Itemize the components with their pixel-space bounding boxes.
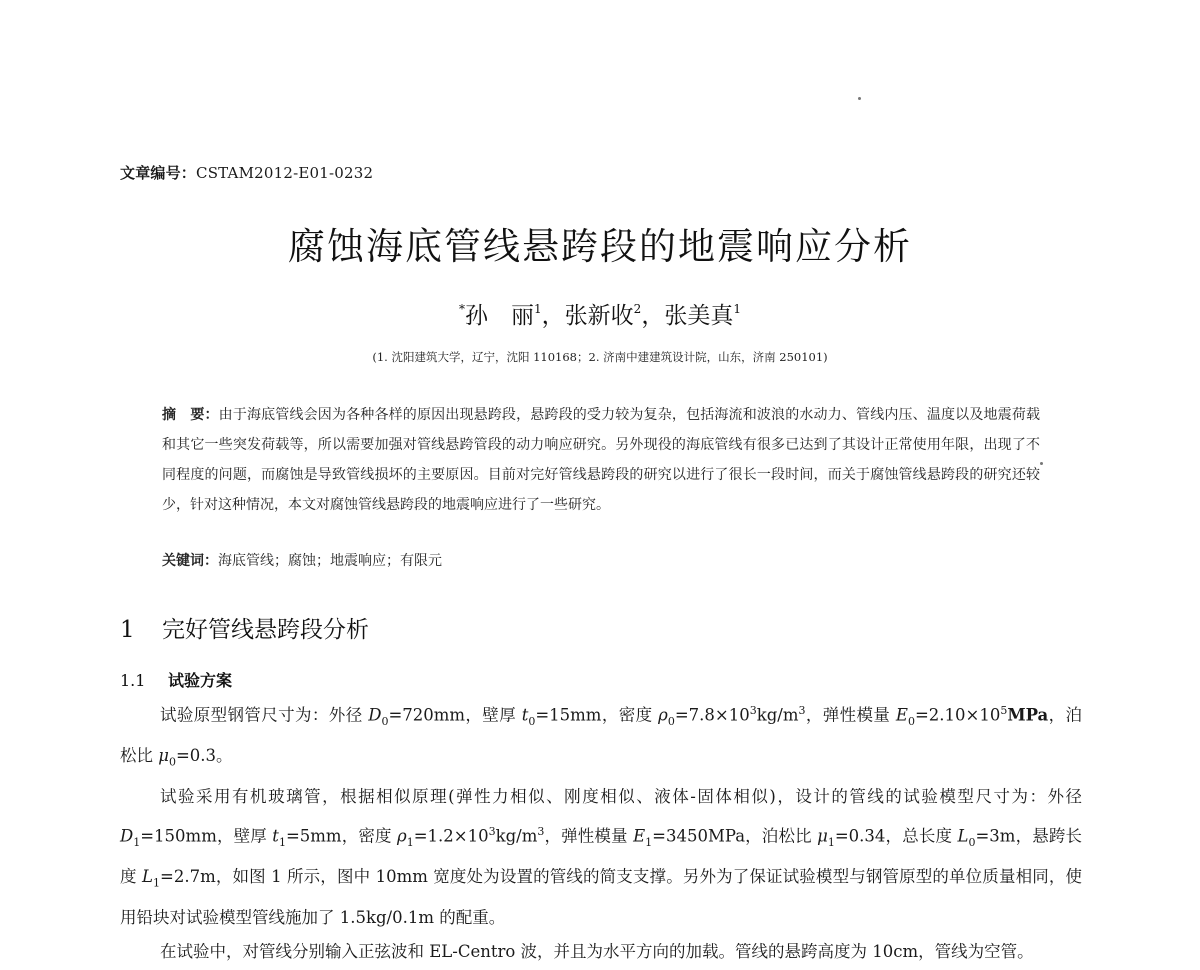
superscript: 3 xyxy=(798,704,806,717)
symbol: μ xyxy=(158,746,169,766)
keywords xyxy=(162,550,442,570)
symbol: D xyxy=(368,705,382,725)
affiliations: (1. 沈阳建筑大学，辽宁，沈阳 110168；2. 济南中建建筑设计院，山东，济南 250101) xyxy=(372,350,828,364)
text-run: =0.34，总长度 xyxy=(834,826,958,846)
text-run: =3450MPa，泊松比 xyxy=(652,826,818,846)
symbol: ρ xyxy=(658,705,668,725)
text-run: ，泊松比 xyxy=(120,705,1083,766)
text-run: =1.2×10 xyxy=(413,826,489,846)
paragraph: 在试验中，对管线分别输入正弦波和 EL-Centro 波，并且为水平方向的加载。管线的悬跨高度为 10cm，管线为空管。 xyxy=(160,942,1034,962)
superscript: 3 xyxy=(749,704,757,717)
text-run: =150mm，壁厚 xyxy=(140,826,273,846)
author-affil-index: 1 xyxy=(733,302,741,316)
symbol: D xyxy=(120,826,134,846)
subscript: 1 xyxy=(827,835,835,849)
text-run: =15mm，密度 xyxy=(535,705,659,725)
abstract-label: 摘 要： xyxy=(162,407,219,423)
text-run: =2.7m，如图 1 所示，图中 10mm 宽度处为设置的管线的简支支撑。另外为了保证试验模型与钢管原型的单位质量相同，使用铅块对试验模型管线施加了 1.5kg/0.1m 的配重。 xyxy=(120,866,1082,927)
text-run: kg/m xyxy=(495,826,538,846)
superscript: 3 xyxy=(537,824,545,838)
text-run: =2.10×10 xyxy=(914,705,1001,725)
text-run: ，弹性模量 xyxy=(544,826,634,846)
abstract xyxy=(162,400,1040,520)
section-heading xyxy=(120,611,369,644)
article-number-label: 文章编号： xyxy=(120,164,197,182)
author-name: 孙 丽 xyxy=(465,303,535,329)
section-number: 1 xyxy=(120,617,135,643)
symbol: t xyxy=(272,826,279,846)
keywords-label: 关键词： xyxy=(162,553,218,569)
text-run: MPa xyxy=(1007,705,1049,725)
article-number-value: CSTAM2012-E01-0232 xyxy=(196,164,374,182)
text-run: kg/m xyxy=(756,705,799,725)
text-run: ，弹性模量 xyxy=(805,705,896,725)
text-run: =5mm，密度 xyxy=(285,826,397,846)
symbol: μ xyxy=(817,826,828,846)
body-text xyxy=(120,694,1082,970)
subsection-title: 试验方案 xyxy=(168,671,233,690)
symbol: t xyxy=(521,705,529,725)
author-affil-index: 1 xyxy=(534,302,542,316)
text-run: =7.8×10 xyxy=(674,705,750,725)
subscript: 1 xyxy=(645,835,653,849)
article-number xyxy=(120,162,373,183)
superscript: 3 xyxy=(488,824,496,838)
author-list xyxy=(0,297,1200,330)
symbol: L xyxy=(142,866,153,886)
symbol: E xyxy=(633,826,646,846)
section-title: 完好管线悬跨段分析 xyxy=(162,617,369,643)
subscript: 0 xyxy=(968,835,976,849)
subscript: 0 xyxy=(907,714,915,728)
corresponding-mark: * xyxy=(459,302,466,316)
paper-title: 腐蚀海底管线悬跨段的地震响应分析 xyxy=(288,225,912,268)
subscript: 0 xyxy=(168,755,176,769)
subscript: 0 xyxy=(667,714,675,728)
author-affil-index: 2 xyxy=(633,302,642,316)
author-separator: ， xyxy=(641,303,665,329)
author-name: 张美真 xyxy=(664,303,734,329)
scan-speck xyxy=(858,97,861,100)
scan-speck xyxy=(1040,462,1043,465)
subsection-number: 1.1 xyxy=(120,671,146,690)
superscript: 5 xyxy=(1000,704,1008,717)
symbol: E xyxy=(895,705,908,725)
text-run: =720mm，壁厚 xyxy=(388,705,522,725)
symbol: ρ xyxy=(397,826,407,846)
subscript: 0 xyxy=(381,714,389,728)
text-run: 试验原型钢管尺寸为：外径 xyxy=(160,705,369,725)
text-run: =0.3。 xyxy=(175,746,233,766)
subscript: 1 xyxy=(278,835,286,849)
text-run: 试验采用有机玻璃管，根据相似原理(弹性力相似、刚度相似、液体-固体相似)，设计的管线的试验模型尺寸为：外径 xyxy=(160,787,1082,807)
paragraph xyxy=(120,694,1082,780)
keywords-text: 海底管线；腐蚀；地震响应；有限元 xyxy=(218,553,442,569)
subsection-heading xyxy=(120,668,232,691)
author-name: 张新收 xyxy=(564,303,634,329)
author-separator: ， xyxy=(541,303,565,329)
abstract-text: 由于海底管线会因为各种各样的原因出现悬跨段，悬跨段的受力较为复杂，包括海流和波浪的水动力、管线内压、温度以及地震荷载和其它一些突发荷载等，所以需要加强对管线悬跨管段的动力响应研究。另外现役的海底管线有很多已达到了其设计正常使用年限，出现了不同程度的问题，而腐蚀是导致管线损坏的主要原因。目前对完好管线悬跨段的研究以进行了很长一段时间，而关于腐蚀管线悬跨段的研究还较少，针对这种情况，本文对腐蚀管线悬跨段的地震响应进行了一些研究。 xyxy=(162,407,1040,513)
subscript: 1 xyxy=(406,835,414,849)
text-run: =3m，悬跨长度 xyxy=(120,826,1083,886)
paragraph xyxy=(120,780,1082,935)
symbol: L xyxy=(957,826,969,846)
subscript: 1 xyxy=(133,835,141,849)
subscript: 0 xyxy=(528,714,536,728)
subscript: 1 xyxy=(153,876,160,890)
